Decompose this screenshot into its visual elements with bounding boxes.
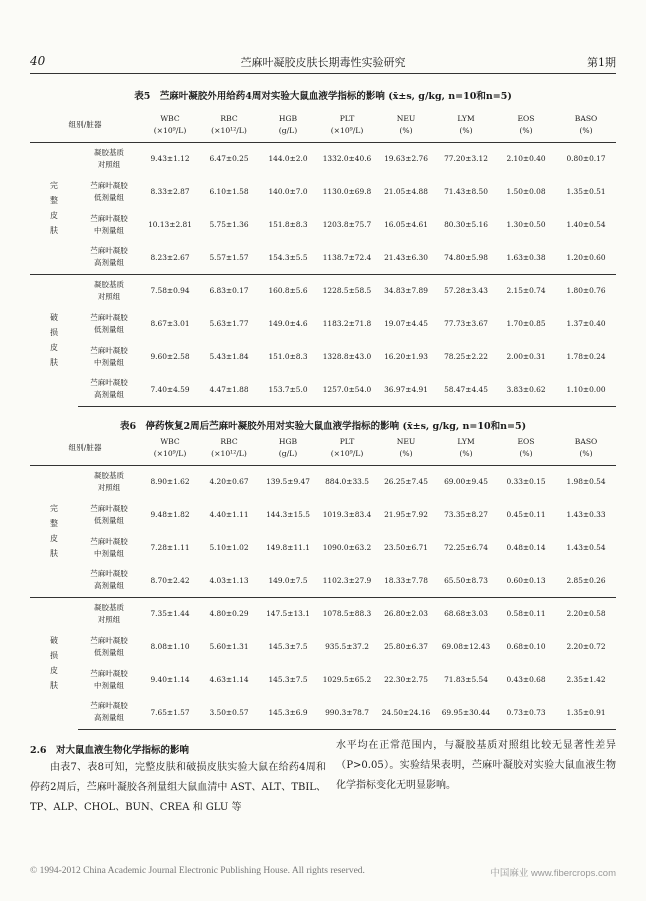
table-cell: 149.8±11.1 xyxy=(266,543,310,552)
table-cell: 145.3±7.5 xyxy=(268,642,308,651)
column-header xyxy=(200,109,258,142)
table5 xyxy=(30,109,616,407)
table-cell: 21.95±7.92 xyxy=(384,510,428,519)
table-cell: 4.40±1.11 xyxy=(209,510,249,519)
column-header-name: EOS xyxy=(517,114,535,124)
table-cell: 23.50±6.71 xyxy=(384,543,428,552)
table-cell: 1078.5±88.3 xyxy=(318,597,376,630)
table-cell: 6.83±0.17 xyxy=(200,274,258,307)
column-header xyxy=(376,109,436,142)
table-cell: 1203.8±75.7 xyxy=(322,220,372,229)
column-header-unit: (%) xyxy=(399,126,413,136)
copyright-text: © 1994-2012 China Academic Journal Electronic Publishing House. All rights reserved. xyxy=(30,866,365,876)
row-label-line: 高剂量组 xyxy=(94,713,124,723)
table-cell: 5.60±1.31 xyxy=(209,642,249,651)
row-label xyxy=(78,630,140,663)
table-cell: 1.78±0.24 xyxy=(566,352,606,361)
column-header xyxy=(140,109,200,142)
table-cell: 5.75±1.36 xyxy=(209,220,249,229)
table-row xyxy=(30,142,616,175)
column-header-name: BASO xyxy=(574,437,598,447)
table-cell: 1.10±0.00 xyxy=(556,373,616,406)
table-cell: 9.40±1.14 xyxy=(150,675,190,684)
table-cell: 8.23±2.67 xyxy=(150,252,190,262)
table-cell: 69.08±12.43 xyxy=(441,642,491,651)
paragraph-right-column: 水平均在正常范围内，与凝胶基质对照组比较无显著性差异（P>0.05）。实验结果表明，苎麻叶凝胶对实验大鼠血液生物化学指标变化无明显影响。 xyxy=(336,740,616,791)
column-header xyxy=(258,109,318,142)
row-label-line: 苎麻叶凝胶 xyxy=(90,635,128,645)
row-label-line: 苎麻叶凝胶 xyxy=(90,312,128,322)
column-header-name: LYM xyxy=(457,114,475,124)
row-label xyxy=(78,597,140,630)
row-label xyxy=(78,307,140,340)
row-label-line: 中剂量组 xyxy=(94,680,124,690)
table-cell: 935.5±37.2 xyxy=(325,642,369,651)
table-cell: 0.33±0.15 xyxy=(506,477,546,487)
row-label-line: 高剂量组 xyxy=(94,581,124,591)
table-row xyxy=(30,597,616,630)
column-header-unit: (%) xyxy=(459,126,473,136)
row-label-line: 苎麻叶凝胶 xyxy=(90,246,128,256)
table-cell: 4.80±0.29 xyxy=(200,597,258,630)
table6 xyxy=(30,432,616,730)
column-header-name: RBC xyxy=(220,437,238,447)
table-cell: 4.03±1.13 xyxy=(209,575,249,585)
table-cell: 8.67±3.01 xyxy=(150,319,190,328)
table-cell: 80.30±5.16 xyxy=(444,220,488,229)
table-cell: 57.28±3.43 xyxy=(436,274,496,307)
row-label-line: 凝胶基质 xyxy=(94,470,124,480)
column-header xyxy=(436,432,496,465)
table-row xyxy=(30,208,616,241)
table-cell: 36.97±4.91 xyxy=(376,373,436,406)
column-header-unit: (×10⁹/L) xyxy=(330,449,364,459)
table-cell: 147.5±13.1 xyxy=(258,597,318,630)
table-cell: 144.3±15.5 xyxy=(266,510,310,519)
row-label xyxy=(78,274,140,307)
table-row xyxy=(30,531,616,564)
table-cell: 2.15±0.74 xyxy=(496,274,556,307)
row-label xyxy=(78,340,140,373)
row-label xyxy=(78,241,140,274)
column-header-name: RBC xyxy=(220,114,238,124)
column-header-unit: (%) xyxy=(519,126,533,136)
section-heading: 2.6 对大鼠血液生物化学指标的影响 xyxy=(30,745,190,756)
column-header-name: LYM xyxy=(457,437,475,447)
table-cell: 8.08±1.10 xyxy=(150,642,190,651)
table-cell: 7.40±4.59 xyxy=(140,373,200,406)
column-header-name: EOS xyxy=(517,437,535,447)
table-cell: 154.3±5.5 xyxy=(268,252,308,262)
row-label-line: 苎麻叶凝胶 xyxy=(90,503,128,513)
table-cell: 19.07±4.45 xyxy=(384,319,428,328)
table-row xyxy=(30,564,616,597)
row-label-line: 对照组 xyxy=(97,614,121,624)
table-cell: 25.80±6.37 xyxy=(384,642,428,651)
column-header-name: NEU xyxy=(396,114,416,124)
row-label-line: 苎麻叶凝胶 xyxy=(90,180,128,190)
row-label xyxy=(78,373,140,406)
page-header xyxy=(30,54,616,72)
table-cell: 71.43±8.50 xyxy=(444,187,488,196)
row-label xyxy=(78,564,140,597)
table-cell: 1090.0±63.2 xyxy=(322,543,372,552)
table6-caption: 表6 停药恢复2周后苎麻叶凝胶外用对实验大鼠血液学指标的影响 (x̄±s, g/kg, n=10和n=5) xyxy=(119,421,527,432)
table-cell: 74.80±5.98 xyxy=(444,252,488,262)
table-cell: 58.47±4.45 xyxy=(436,373,496,406)
row-label-line: 低剂量组 xyxy=(94,324,124,334)
table-cell: 21.05±4.88 xyxy=(384,187,428,196)
table-cell: 2.20±0.72 xyxy=(566,642,606,651)
table-cell: 16.05±4.61 xyxy=(384,220,428,229)
column-header-name: HGB xyxy=(278,437,298,447)
row-label-line: 高剂量组 xyxy=(94,258,124,268)
row-label-line: 高剂量组 xyxy=(94,390,124,400)
group-label: 完 整 皮 肤 xyxy=(50,181,58,235)
table-cell: 160.8±5.6 xyxy=(258,274,318,307)
table-row xyxy=(30,663,616,696)
paragraph-left-column: 由表7、表8可知，完整皮肤和破损皮肤实验大鼠在给药4周和停药2周后，苎麻叶凝胶各剂量组大鼠血清中 AST、ALT、TBIL、TP、ALP、CHOL、BUN、CREA 和 GLU 等 xyxy=(30,762,326,813)
table-cell: 2.20±0.58 xyxy=(556,597,616,630)
table-cell: 3.83±0.62 xyxy=(496,373,556,406)
row-label-line: 低剂量组 xyxy=(94,192,124,202)
column-header-unit: (%) xyxy=(579,449,593,459)
table-cell: 1328.8±43.0 xyxy=(322,352,372,361)
table-cell: 26.25±7.45 xyxy=(384,477,428,487)
column-header xyxy=(200,432,258,465)
table-row xyxy=(30,498,616,531)
table-cell: 1228.5±58.5 xyxy=(318,274,376,307)
table-cell: 145.3±7.5 xyxy=(268,675,308,684)
table-cell: 8.70±2.42 xyxy=(150,575,190,585)
table-cell: 884.0±33.5 xyxy=(325,477,369,487)
table-cell: 3.50±0.57 xyxy=(200,696,258,729)
table-cell: 1332.0±40.6 xyxy=(322,154,372,164)
table-cell: 1138.7±72.4 xyxy=(322,252,372,262)
table-cell: 1.20±0.60 xyxy=(566,252,606,262)
table-cell: 4.63±1.14 xyxy=(209,675,249,684)
column-header xyxy=(436,109,496,142)
table-cell: 16.20±1.93 xyxy=(384,352,428,361)
table-cell: 7.65±1.57 xyxy=(140,696,200,729)
table-cell: 4.47±1.88 xyxy=(200,373,258,406)
table-cell: 0.80±0.17 xyxy=(566,154,606,164)
table-cell: 1.50±0.08 xyxy=(506,187,546,196)
row-label-line: 苎麻叶凝胶 xyxy=(90,668,128,678)
table-cell: 7.28±1.11 xyxy=(150,543,190,552)
table-cell: 21.43±6.30 xyxy=(384,252,428,262)
table-cell: 1183.2±71.8 xyxy=(322,319,372,328)
table-cell: 2.85±0.26 xyxy=(566,575,606,585)
table-cell: 65.50±8.73 xyxy=(444,575,488,585)
table-row xyxy=(30,465,616,498)
table-cell: 1.98±0.54 xyxy=(566,477,606,487)
row-label-line: 苎麻叶凝胶 xyxy=(90,213,128,223)
column-header xyxy=(140,432,200,465)
column-header-name: HGB xyxy=(278,114,298,124)
header-rule xyxy=(30,73,616,74)
table-cell: 145.3±6.9 xyxy=(258,696,318,729)
table-cell: 2.00±0.31 xyxy=(506,352,546,361)
table-cell: 69.00±9.45 xyxy=(444,477,488,487)
column-header-unit: (g/L) xyxy=(278,126,298,136)
column-header-name: PLT xyxy=(339,437,355,447)
table-row xyxy=(30,340,616,373)
page-number: 40 xyxy=(30,54,46,68)
table-cell: 18.33±7.78 xyxy=(384,575,428,585)
table-cell: 1.63±0.38 xyxy=(506,252,546,262)
column-header xyxy=(318,432,376,465)
column-header-name: PLT xyxy=(339,114,355,124)
watermark-text: 中国麻业 www.fibercrops.com xyxy=(490,868,616,879)
table-cell: 34.83±7.89 xyxy=(376,274,436,307)
table-cell: 0.48±0.14 xyxy=(506,543,546,552)
table-cell: 7.35±1.44 xyxy=(140,597,200,630)
column-header-unit: (g/L) xyxy=(278,449,298,459)
table5-caption: 表5 苎麻叶凝胶外用给药4周对实验大鼠血液学指标的影响 (x̄±s, g/kg, n=10和n=5) xyxy=(134,91,512,102)
column-header xyxy=(318,109,376,142)
row-label-line: 苎麻叶凝胶 xyxy=(90,378,128,388)
column-header xyxy=(496,109,556,142)
table-cell: 1.40±0.54 xyxy=(566,220,606,229)
column-header-unit: (×10¹²/L) xyxy=(211,126,247,136)
table-cell: 26.80±2.03 xyxy=(376,597,436,630)
row-label xyxy=(78,498,140,531)
table-cell: 144.0±2.0 xyxy=(268,154,308,164)
table-cell: 1.43±0.54 xyxy=(566,543,606,552)
table-cell: 24.50±24.16 xyxy=(376,696,436,729)
table-cell: 5.43±1.84 xyxy=(209,352,249,361)
running-title: 苎麻叶凝胶皮肤长期毒性实验研究 xyxy=(240,56,406,69)
table-cell: 5.57±1.57 xyxy=(209,252,249,262)
table-cell: 1.37±0.40 xyxy=(566,319,606,328)
table-row xyxy=(30,274,616,307)
table-cell: 0.58±0.11 xyxy=(496,597,556,630)
table-cell: 71.83±5.54 xyxy=(444,675,488,684)
row-label-line: 凝胶基质 xyxy=(94,602,124,612)
table-cell: 0.43±0.68 xyxy=(506,675,546,684)
table-cell: 8.90±1.62 xyxy=(150,477,190,487)
table-row xyxy=(30,241,616,274)
table-cell: 1102.3±27.9 xyxy=(322,575,372,585)
row-label xyxy=(78,208,140,241)
row-label-line: 苎麻叶凝胶 xyxy=(90,536,128,546)
table-row xyxy=(30,373,616,406)
row-label xyxy=(78,142,140,175)
column-header-unit: (%) xyxy=(459,449,473,459)
column-header-name: WBC xyxy=(160,114,180,124)
group-label: 破 损 皮 肤 xyxy=(30,274,78,406)
table-cell: 78.25±2.22 xyxy=(444,352,488,361)
row-label-line: 苎麻叶凝胶 xyxy=(90,345,128,355)
column-header-name: WBC xyxy=(160,437,180,447)
table-cell: 0.60±0.13 xyxy=(506,575,546,585)
table-cell: 151.0±8.3 xyxy=(268,352,308,361)
row-label xyxy=(78,465,140,498)
table-cell: 151.8±8.3 xyxy=(268,220,308,229)
row-label xyxy=(78,175,140,208)
row-label-line: 中剂量组 xyxy=(94,357,124,367)
column-header-name: NEU xyxy=(396,437,416,447)
row-label-line: 中剂量组 xyxy=(94,225,124,235)
table-cell: 1.30±0.50 xyxy=(506,220,546,229)
table-cell: 149.0±4.6 xyxy=(268,319,308,328)
table-cell: 0.45±0.11 xyxy=(506,510,546,519)
table-cell: 4.20±0.67 xyxy=(209,477,249,487)
table-cell: 77.20±3.12 xyxy=(444,154,488,164)
table-cell: 22.30±2.75 xyxy=(384,675,428,684)
table-cell: 8.33±2.87 xyxy=(150,187,190,196)
table-row xyxy=(30,175,616,208)
issue-label: 第1期 xyxy=(587,56,616,69)
row-label-line: 低剂量组 xyxy=(94,515,124,525)
table-cell: 1.35±0.91 xyxy=(556,696,616,729)
row-label xyxy=(78,663,140,696)
table-cell: 1.43±0.33 xyxy=(566,510,606,519)
table-cell: 5.10±1.02 xyxy=(209,543,249,552)
table-cell: 140.0±7.0 xyxy=(268,187,308,196)
table-cell: 139.5±9.47 xyxy=(266,477,310,487)
table-cell: 6.10±1.58 xyxy=(209,187,249,196)
table-cell: 7.58±0.94 xyxy=(140,274,200,307)
row-label-line: 苎麻叶凝胶 xyxy=(90,569,128,579)
table-cell: 149.0±7.5 xyxy=(268,575,308,585)
column-header xyxy=(496,432,556,465)
row-label xyxy=(78,531,140,564)
column-header xyxy=(376,432,436,465)
table-cell: 73.35±8.27 xyxy=(444,510,488,519)
column-header-unit: (×10¹²/L) xyxy=(211,449,247,459)
row-label-line: 低剂量组 xyxy=(94,647,124,657)
table-cell: 2.10±0.40 xyxy=(506,154,546,164)
table-cell: 72.25±6.74 xyxy=(444,543,488,552)
table-cell: 5.63±1.77 xyxy=(209,319,249,328)
table-cell: 6.47±0.25 xyxy=(209,154,249,164)
table-cell: 1019.3±83.4 xyxy=(322,510,372,519)
row-label xyxy=(78,696,140,729)
table-cell: 0.68±0.10 xyxy=(506,642,546,651)
column-header-unit: (×10⁹/L) xyxy=(153,126,187,136)
table-cell: 1.35±0.51 xyxy=(566,187,606,196)
table-cell: 990.3±78.7 xyxy=(318,696,376,729)
column-header xyxy=(556,432,616,465)
table-cell: 0.73±0.73 xyxy=(496,696,556,729)
group-label: 破 损 皮 肤 xyxy=(30,597,78,729)
table-cell: 1130.0±69.8 xyxy=(322,187,372,196)
table-cell: 9.48±1.82 xyxy=(150,510,190,519)
row-label-line: 凝胶基质 xyxy=(94,279,124,289)
table-cell: 1257.0±54.0 xyxy=(318,373,376,406)
table-row xyxy=(30,696,616,729)
table-cell: 77.73±3.67 xyxy=(444,319,488,328)
table-cell: 1.70±0.85 xyxy=(506,319,546,328)
table-row xyxy=(30,630,616,663)
table-cell: 19.63±2.76 xyxy=(384,154,428,164)
row-header-label: 组别/脏器 xyxy=(30,109,140,142)
column-header-unit: (%) xyxy=(399,449,413,459)
row-label-line: 对照组 xyxy=(97,482,121,492)
column-header xyxy=(556,109,616,142)
table-cell: 68.68±3.03 xyxy=(436,597,496,630)
footer xyxy=(30,866,616,879)
table-cell: 9.60±2.58 xyxy=(150,352,190,361)
table-cell: 1.80±0.76 xyxy=(556,274,616,307)
table-cell: 153.7±5.0 xyxy=(258,373,318,406)
table-cell: 9.43±1.12 xyxy=(150,154,190,164)
row-header-label: 组别/脏器 xyxy=(30,432,140,465)
column-header-name: BASO xyxy=(574,114,598,124)
column-header-unit: (×10⁹/L) xyxy=(153,449,187,459)
column-header xyxy=(258,432,318,465)
table-cell: 2.35±1.42 xyxy=(566,675,606,684)
table-row xyxy=(30,307,616,340)
column-header-unit: (×10⁹/L) xyxy=(330,126,364,136)
table-cell: 1029.5±65.2 xyxy=(322,675,372,684)
row-label-line: 对照组 xyxy=(97,291,121,301)
group-label: 完 整 皮 肤 xyxy=(50,504,58,558)
column-header-unit: (%) xyxy=(519,449,533,459)
column-header-unit: (%) xyxy=(579,126,593,136)
table-cell: 69.95±30.44 xyxy=(436,696,496,729)
row-label-line: 对照组 xyxy=(97,159,121,169)
table-cell: 10.13±2.81 xyxy=(148,220,192,229)
row-label-line: 中剂量组 xyxy=(94,548,124,558)
row-label-line: 凝胶基质 xyxy=(94,147,124,157)
row-label-line: 苎麻叶凝胶 xyxy=(90,701,128,711)
